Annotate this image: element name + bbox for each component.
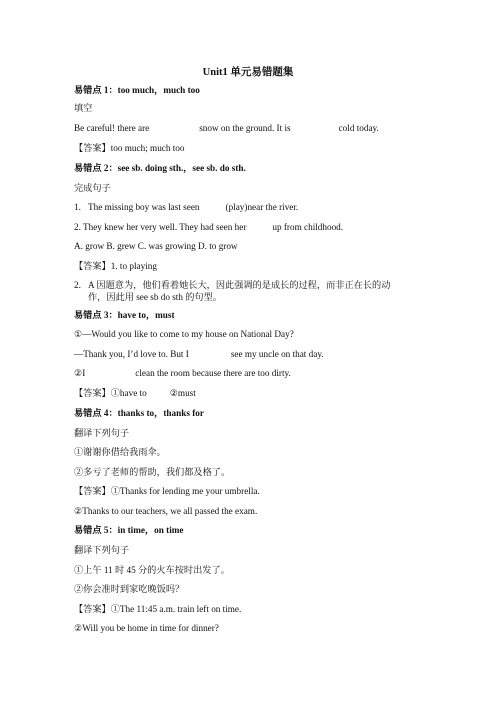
- section-2-options: A. grow B. grew C. was growing D. to grow: [74, 241, 238, 251]
- section-1-instruction: 填空: [74, 103, 93, 113]
- section-2-question-2: [74, 221, 343, 233]
- section-5-heading: 易错点 5：in time，on time: [74, 525, 184, 535]
- question-text-b: up from childhood.: [272, 222, 344, 232]
- section-2-question-1: [74, 201, 298, 213]
- section-4-answer-2: ②Thanks to our teachers, we all passed the exam.: [74, 506, 258, 516]
- section-2-answer: 【答案】1. to playing: [74, 261, 157, 271]
- section-3-question-1: ①—Would you like to come to my house on National Day?: [74, 329, 294, 339]
- section-4-answer-1: 【答案】①Thanks for lending me your umbrella.: [74, 486, 260, 496]
- question-text-a: Be careful! there are: [74, 123, 150, 133]
- section-4-question-1: ①谢谢你借给我雨伞。: [74, 447, 166, 457]
- section-2-instruction: 完成句子: [74, 183, 111, 193]
- reply-text-b: see my uncle on that day.: [230, 349, 324, 359]
- explanation-number: 2.: [74, 280, 81, 290]
- section-3-answer: 【答案】①have to ②must: [74, 388, 196, 398]
- section-3-question-2: [74, 367, 291, 379]
- question-text-c: cold today.: [338, 123, 379, 133]
- section-5-answer-1: 【答案】①The 11:45 a.m. train left on time.: [74, 604, 242, 614]
- section-5-question-1: ①上午 11 时 45 分的火车按时出发了。: [74, 565, 230, 575]
- section-3-heading: 易错点 3：have to，must: [74, 310, 175, 320]
- question-text-a: 2. They knew her very well. They had seen her: [74, 222, 247, 232]
- explanation-line-2: 作，因此用 see sb do sth 的句型。: [88, 292, 222, 302]
- section-5-instruction: 翻译下列句子: [74, 545, 130, 555]
- section-5-answer-2: ②Will you be home in time for dinner?: [74, 623, 219, 633]
- page-title: Unit1 单元易错题集: [202, 67, 294, 78]
- explanation-line-1: A 因题意为，他们看着她长大，因此强调的是成长的过程，而非正在长的动: [88, 280, 391, 290]
- section-1-heading: 易错点 1：too much，much too: [74, 85, 200, 95]
- section-2-explanation: [74, 279, 434, 303]
- question-text-b: (play)near the river.: [225, 202, 299, 212]
- question-text-b: snow on the ground. It is: [199, 123, 291, 133]
- section-1-question: [74, 122, 379, 134]
- section-4-instruction: 翻译下列句子: [74, 428, 130, 438]
- question-text-a: ②I: [74, 368, 86, 378]
- question-text-b: clean the room because there are too dirty.: [135, 368, 291, 378]
- section-1-answer: 【答案】too much; much too: [74, 143, 185, 153]
- section-4-question-2: ②多亏了老师的帮助，我们都及格了。: [74, 467, 231, 477]
- reply-text-a: —Thank you, I’d love to. But I: [74, 349, 189, 359]
- question-number: 1.: [74, 202, 81, 212]
- section-4-heading: 易错点 4：thanks to，thanks for: [74, 408, 204, 418]
- section-3-reply: [74, 348, 324, 360]
- section-5-question-2: ②你会准时到家吃晚饭吗？: [74, 584, 185, 594]
- question-text-a: The missing boy was last seen: [88, 202, 200, 212]
- section-2-heading: 易错点 2：see sb. doing sth.，see sb. do sth.: [74, 163, 246, 173]
